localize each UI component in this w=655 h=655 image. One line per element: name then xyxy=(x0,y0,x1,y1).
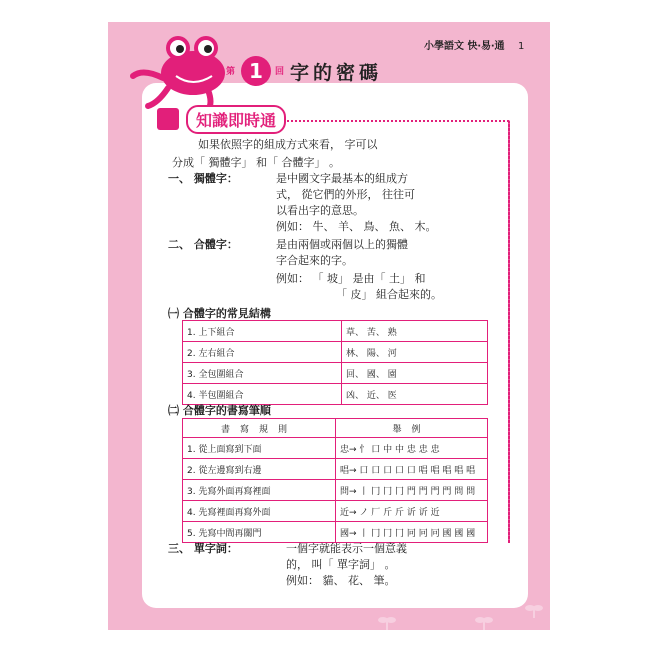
sprout-icon xyxy=(525,600,543,618)
example-cell: 近→ ノ 厂 斤 斤 䜣 䜣 近 xyxy=(336,501,488,522)
item1-line-2: 式， 從它們的外形， 往往可 xyxy=(276,188,415,201)
table-row xyxy=(183,342,488,363)
rule-cell: 1. 上下組合 xyxy=(183,321,342,342)
item2-example-2: 「 皮」 組合起來的。 xyxy=(336,288,442,301)
item1-line-3: 以看出字的意思。 xyxy=(276,204,364,217)
intro-line-1: 如果依照字的組成方式來看， 字可以 xyxy=(198,138,378,151)
bus-icon xyxy=(157,108,179,130)
lesson-prefix: 第 xyxy=(226,67,236,77)
table-row xyxy=(183,480,488,501)
sprout-icon xyxy=(378,612,396,630)
col-header-example: 舉例 xyxy=(336,419,488,438)
item3-label: 三、 單字詞： xyxy=(168,542,238,555)
item2-line-2: 字合起來的字。 xyxy=(276,254,353,267)
item3-example: 例如： 貓、 花、 筆。 xyxy=(286,574,396,587)
item1-label: 一、 獨體字： xyxy=(168,172,238,185)
item3-line-2: 的， 叫「 單字詞」 。 xyxy=(286,558,396,571)
lesson-suffix: 回 xyxy=(275,67,285,77)
example-cell: 忠→ 忄 口 中 中 忠 忠 忠 xyxy=(336,438,488,459)
col-header-rule: 書寫規則 xyxy=(183,419,336,438)
frog-mascot-icon xyxy=(128,28,238,113)
lesson-title: 字的密碼 xyxy=(290,62,383,84)
item2-line-1: 是由兩個或兩個以上的獨體 xyxy=(276,238,408,251)
structures-title: ㈠ 合體字的常見結構 xyxy=(168,307,271,320)
example-cell: 國→ 丨 冂 冂 冂 冋 冋 冋 國 國 國 xyxy=(336,522,488,543)
example-cell: 林、 陽、 河 xyxy=(342,342,488,363)
structures-table xyxy=(182,320,488,405)
table-header-row xyxy=(183,419,488,438)
dotted-divider xyxy=(284,120,509,122)
item1-line-1: 是中國文字最基本的組成方 xyxy=(276,172,408,185)
table-row xyxy=(183,321,488,342)
table-row xyxy=(183,438,488,459)
item2-label: 二、 合體字： xyxy=(168,238,238,251)
table-row xyxy=(183,459,488,480)
rule-cell: 4. 先寫裡面再寫外面 xyxy=(183,501,336,522)
rule-cell: 4. 半包圍組合 xyxy=(183,384,342,405)
rule-cell: 3. 全包圍組合 xyxy=(183,363,342,384)
example-cell: 唱→ 口 口 口 口 口 唱 唱 唱 唱 唱 xyxy=(336,459,488,480)
stroke-order-title: ㈡ 合體字的書寫筆順 xyxy=(168,404,271,417)
intro-line-2: 分成「 獨體字」 和「 合體字」 。 xyxy=(172,156,340,169)
page-number: 1 xyxy=(517,41,525,52)
example-cell: 回、 國、 園 xyxy=(342,363,488,384)
table-row xyxy=(183,363,488,384)
rule-cell: 5. 先寫中間再關門 xyxy=(183,522,336,543)
rule-cell: 2. 從左邊寫到右邊 xyxy=(183,459,336,480)
item2-example-1: 例如： 「 坡」 是由「 土」 和 xyxy=(276,272,426,285)
item1-example: 例如： 牛、 羊、 鳥、 魚、 木。 xyxy=(276,220,437,233)
table-row xyxy=(183,501,488,522)
example-cell: 問→ 丨 冂 冂 冂 門 門 門 門 問 問 xyxy=(336,480,488,501)
series-title: 小學語文 快‧易‧通 xyxy=(424,41,505,52)
item3-line-1: 一個字就能表示一個意義 xyxy=(286,542,407,555)
rule-cell: 2. 左右組合 xyxy=(183,342,342,363)
dotted-side-border xyxy=(508,120,510,543)
sprout-icon xyxy=(475,612,493,630)
section-title: 知識即時通 xyxy=(186,105,286,134)
rule-cell: 1. 從上面寫到下面 xyxy=(183,438,336,459)
rule-cell: 3. 先寫外面再寫裡面 xyxy=(183,480,336,501)
stroke-order-table xyxy=(182,418,488,543)
example-cell: 凶、 近、 医 xyxy=(342,384,488,405)
series-header xyxy=(424,37,524,52)
lesson-number-badge: 1 xyxy=(241,56,271,86)
example-cell: 草、 苦、 熟 xyxy=(342,321,488,342)
